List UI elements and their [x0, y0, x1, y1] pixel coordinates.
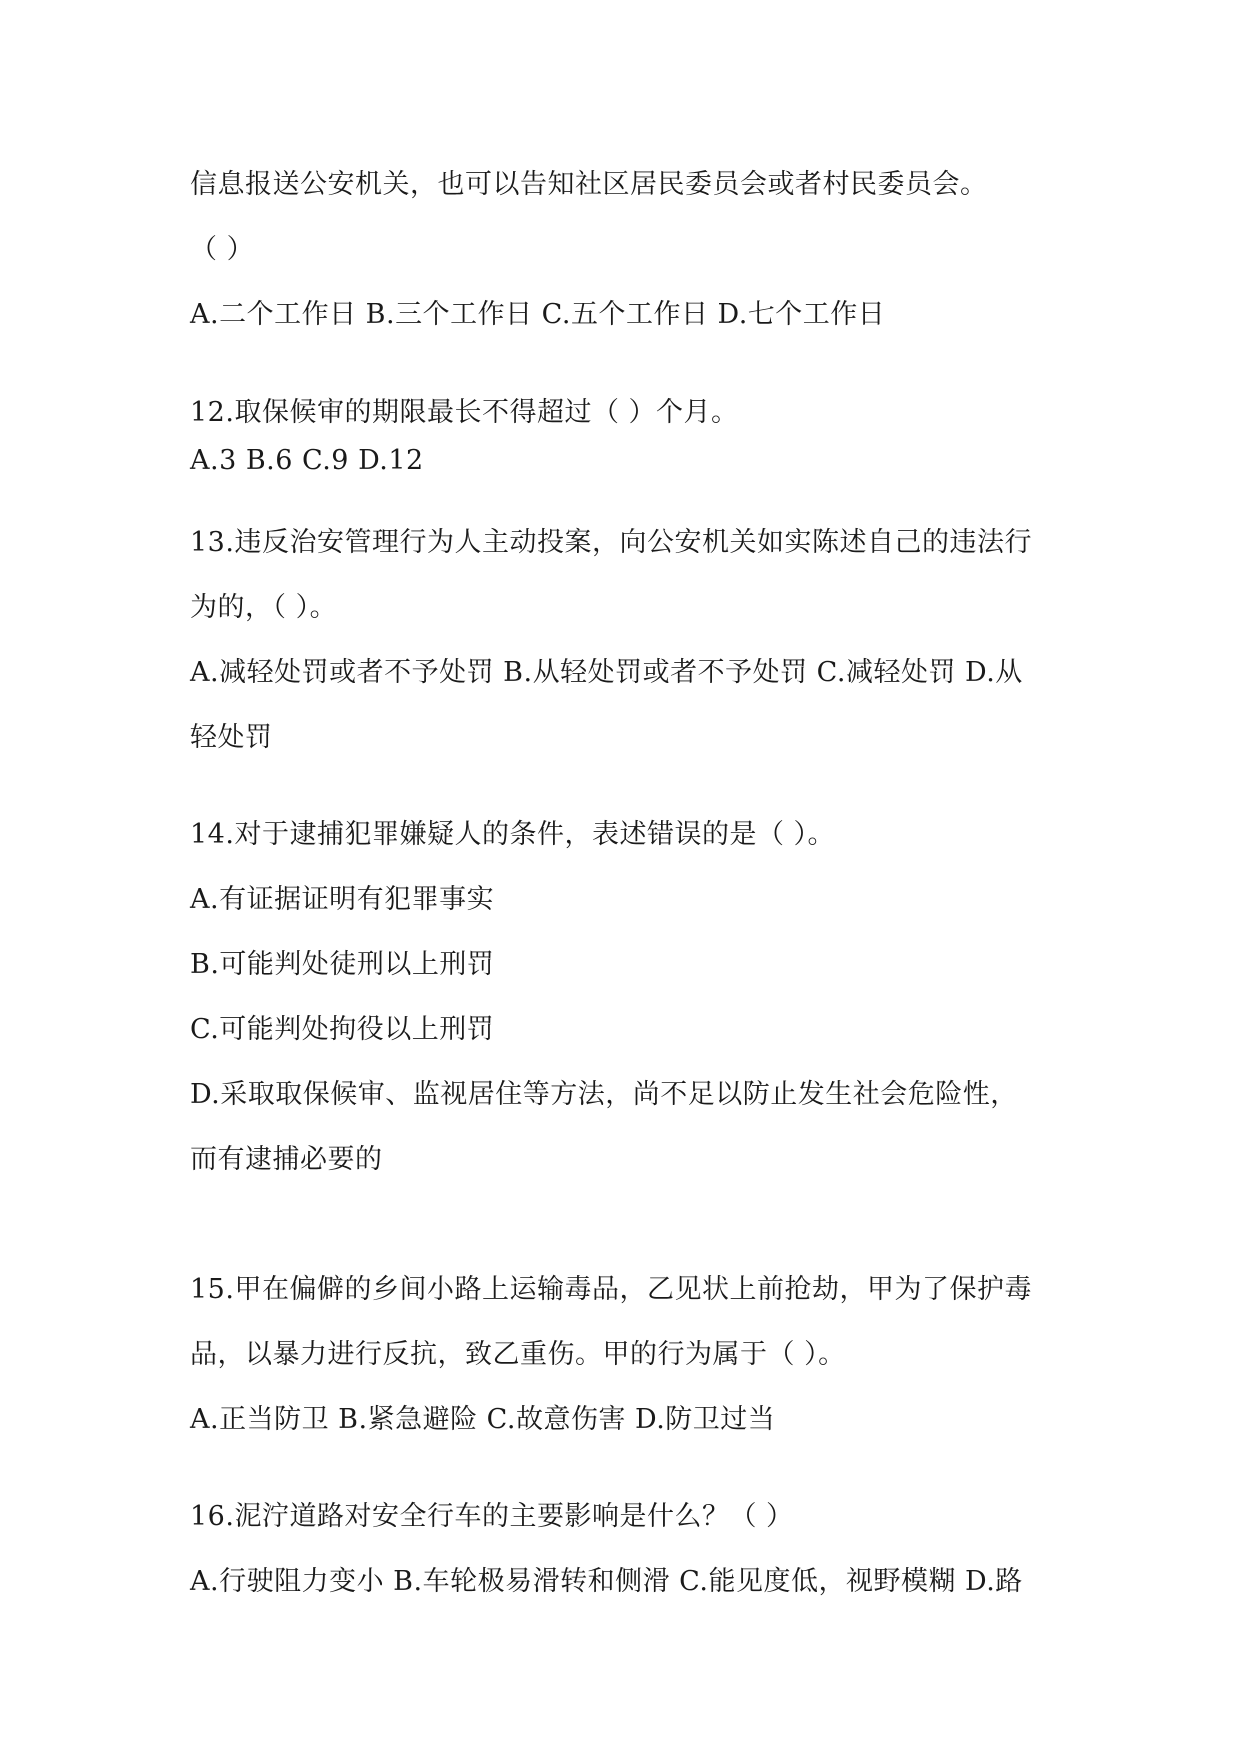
q12-stem: 12.取保候审的期限最长不得超过（ ）个月。 — [190, 397, 739, 428]
q13-options-line1: A.减轻处罚或者不予处罚 B.从轻处罚或者不予处罚 C.减轻处罚 D.从 — [190, 657, 1023, 688]
q13-options-line2: 轻处罚 — [190, 722, 273, 753]
prev-question-blank: （ ） — [190, 234, 255, 265]
q12-options: A.3 B.6 C.9 D.12 — [190, 445, 424, 476]
q14-option-a: A.有证据证明有犯罪事实 — [190, 884, 495, 915]
q14-option-c: C.可能判处拘役以上刑罚 — [190, 1014, 495, 1045]
prev-question-options: A.二个工作日 B.三个工作日 C.五个工作日 D.七个工作日 — [190, 299, 886, 330]
q15-stem-line1: 15.甲在偏僻的乡间小路上运输毒品，乙见状上前抢劫，甲为了保护毒 — [190, 1274, 1032, 1305]
prev-question-stem-line: 信息报送公安机关，也可以告知社区居民委员会或者村民委员会。 — [190, 169, 988, 200]
q14-option-d-line1: D.采取取保候审、监视居住等方法，尚不足以防止发生社会危险性， — [190, 1079, 1018, 1110]
q13-stem-line2: 为的，（ ）。 — [190, 592, 338, 623]
q14-option-d-line2: 而有逮捕必要的 — [190, 1144, 383, 1175]
q13-stem-line1: 13.违反治安管理行为人主动投案，向公安机关如实陈述自己的违法行 — [190, 527, 1032, 558]
q14-option-b: B.可能判处徒刑以上刑罚 — [190, 949, 495, 980]
q14-stem: 14.对于逮捕犯罪嫌疑人的条件，表述错误的是（ ）。 — [190, 819, 836, 850]
q15-options: A.正当防卫 B.紧急避险 C.故意伤害 D.防卫过当 — [190, 1404, 776, 1435]
q16-options: A.行驶阻力变小 B.车轮极易滑转和侧滑 C.能见度低，视野模糊 D.路 — [190, 1566, 1023, 1597]
q16-stem: 16.泥泞道路对安全行车的主要影响是什么？（ ） — [190, 1501, 794, 1532]
q15-stem-line2: 品，以暴力进行反抗，致乙重伤。甲的行为属于（ ）。 — [190, 1339, 846, 1370]
